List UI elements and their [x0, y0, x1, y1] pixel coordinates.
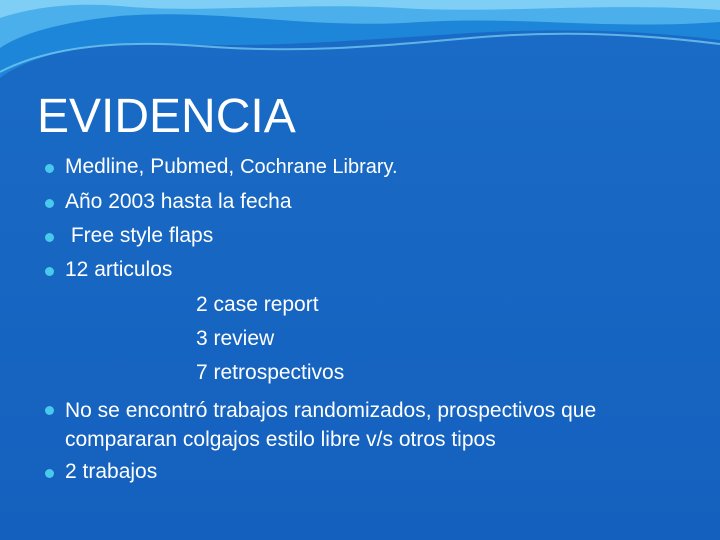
bullet-dot-icon: [45, 267, 54, 276]
bullet-dot-icon: [45, 406, 54, 415]
bullet-text: 2 trabajos: [65, 460, 158, 483]
bullet-text-small: Cochrane Library.: [240, 156, 398, 178]
bullet-text: Free style flaps: [65, 224, 214, 247]
bullet-dot-icon: [45, 469, 54, 478]
bullet-dot-icon: [45, 199, 54, 208]
sub-item: 2 case report: [196, 293, 319, 316]
bullet-item: [43, 396, 703, 454]
bullet-item: [43, 224, 703, 248]
slide-title: EVIDENCIA: [37, 90, 296, 143]
bullet-dot-icon: [45, 164, 54, 173]
bullet-dot-icon: [45, 233, 54, 242]
bullet-item: [43, 190, 703, 214]
bullet-text: Medline, Pubmed,: [65, 155, 235, 178]
bullet-text: Año 2003 hasta la fecha: [65, 190, 292, 213]
sub-item: 7 retrospectivos: [196, 361, 345, 384]
bullet-list: [43, 155, 703, 484]
bullet-item: [43, 155, 703, 179]
sub-item: 3 review: [196, 327, 275, 350]
bullet-text: 12 articulos: [65, 258, 173, 281]
bullet-text: No se encontró trabajos randomizados, prospectivos que compararan colgajos estilo libre v/s otros tipos: [65, 399, 597, 451]
bullet-item: [43, 258, 703, 385]
bullet-item: [43, 460, 703, 484]
